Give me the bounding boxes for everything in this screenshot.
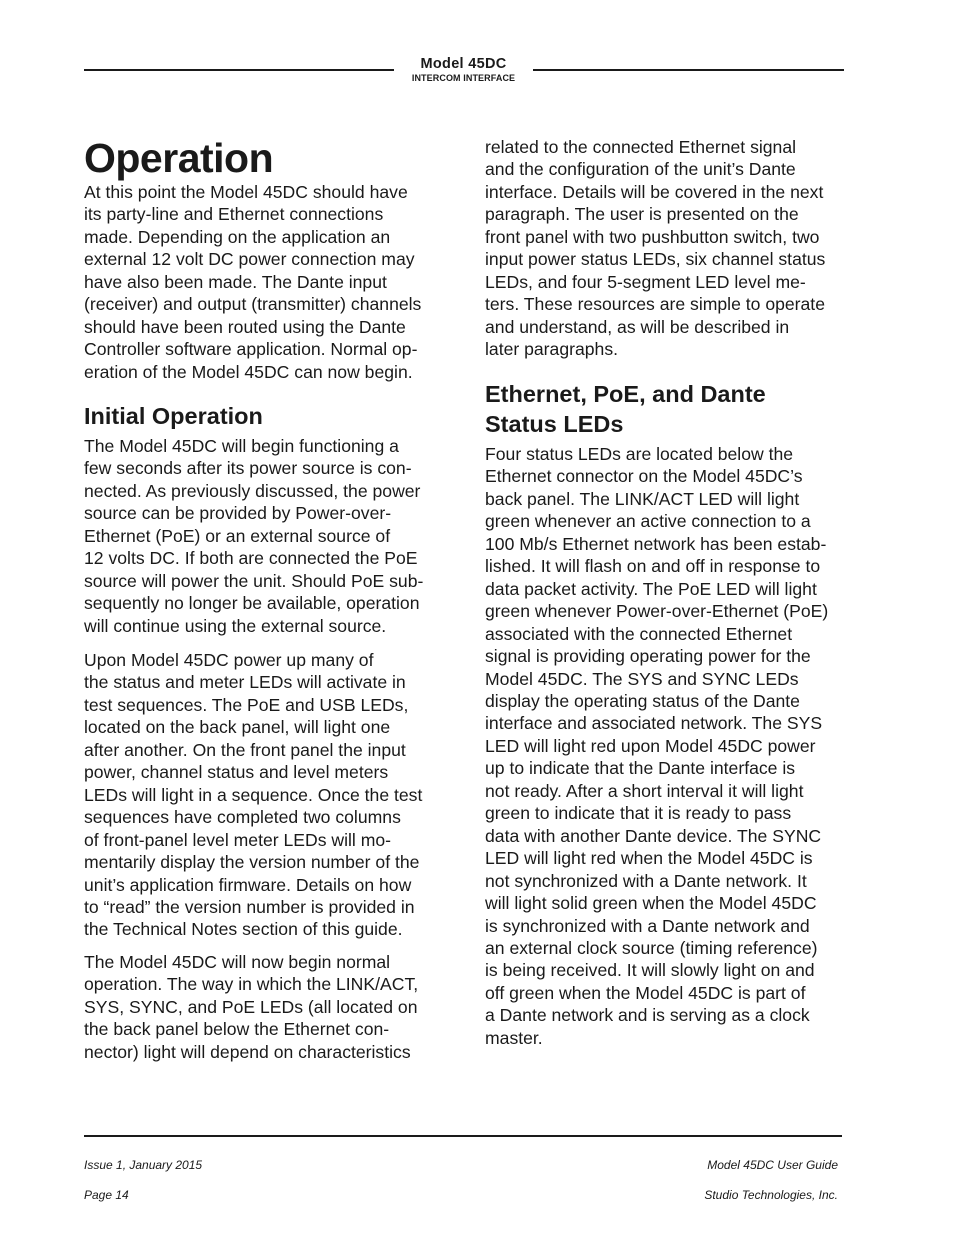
footer-company: Studio Technologies, Inc. [704, 1188, 838, 1202]
header-rule-right [533, 69, 844, 71]
page-title: Operation [84, 135, 274, 181]
footer-guide-title: Model 45DC User Guide [707, 1158, 838, 1172]
initial-operation-heading: Initial Operation [84, 403, 263, 429]
initial-operation-paragraph-1: The Model 45DC will begin functioning a few seconds after its power source is con- nected. As previously discussed, the power source can be provided by Power-over- Ethernet (PoE) or an external source of 12 volts DC. If both are connected the PoE source will power the unit. Should PoE sub- sequently no longer be available, operation will continue using the external source. [84, 436, 424, 636]
footer-issue: Issue 1, January 2015 [84, 1158, 203, 1172]
continued-paragraph: related to the connected Ethernet signal and the configuration of the unit’s Dante interface. Details will be covered in the next paragraph. The user is presented on the front panel with two pushbutton switch, two input power status LEDs, six channel status LEDs, and four 5-segment LED level me- ters. These resources are simple to operate and understand, as will be described in later paragraphs. [485, 137, 826, 360]
header-rule-left [84, 69, 394, 71]
footer-left [84, 1143, 202, 1218]
footer-page-number: Page 14 [84, 1188, 129, 1202]
status-leds-heading: Ethernet, PoE, and Dante Status LEDs [485, 381, 766, 437]
initial-operation-paragraph-3: The Model 45DC will now begin normal operation. The way in which the LINK/ACT, SYS, SYNC, and PoE LEDs (all located on the back panel below the Ethernet con- nector) light will depend on characteristics [84, 952, 419, 1062]
status-leds-paragraph: Four status LEDs are located below the Ethernet connector on the Model 45DC’s back panel. The LINK/ACT LED will light green whenever an active connection to a 100 Mb/s Ethernet network has been estab- lished. It will flash on and off in response to data packet activity. The PoE LED will light green whenever Power-over-Ethernet (PoE) associated with the connected Ethernet signal is providing operating power for the Model 45DC. The SYS and SYNC LEDs display the operating status of the Dante interface and associated network. The SYS LED will light red upon Model 45DC power up to indicate that the Dante interface is not ready. After a short interval it will light green to indicate that it is ready to pass data with another Dante device. The SYNC LED will light red when the Model 45DC is not synchronized with a Dante network. It will light solid green when the Model 45DC is synchronized with a Dante network and an external clock source (timing reference) is being received. It will slowly light on and off green when the Model 45DC is part of a Dante network and is serving as a clock master. [485, 444, 829, 1048]
intro-paragraph: At this point the Model 45DC should have its party-line and Ethernet connections made. Depending on the application an external 12 volt DC power connection may have also been made. The Dante input (receiver) and output (transmitter) channels should have been routed using the Dante Controller software application. Normal op- eration of the Model 45DC can now begin. [84, 182, 422, 382]
initial-operation-paragraph-2: Upon Model 45DC power up many of the status and meter LEDs will activate in test sequences. The PoE and USB LEDs, located on the back panel, will light one after another. On the front panel the input power, channel status and level meters LEDs will light in a sequence. Once the test sequences have completed two columns of front-panel level meter LEDs will mo- mentarily display the version number of the unit’s application firmware. Details on how to “read” the version number is provided in the Technical Notes section of this guide. [84, 650, 423, 940]
footer-rule [84, 1135, 842, 1137]
header-model-title: Model 45DC [420, 56, 507, 72]
header-subtitle: INTERCOM INTERFACE [411, 73, 516, 83]
footer-right [704, 1143, 838, 1218]
